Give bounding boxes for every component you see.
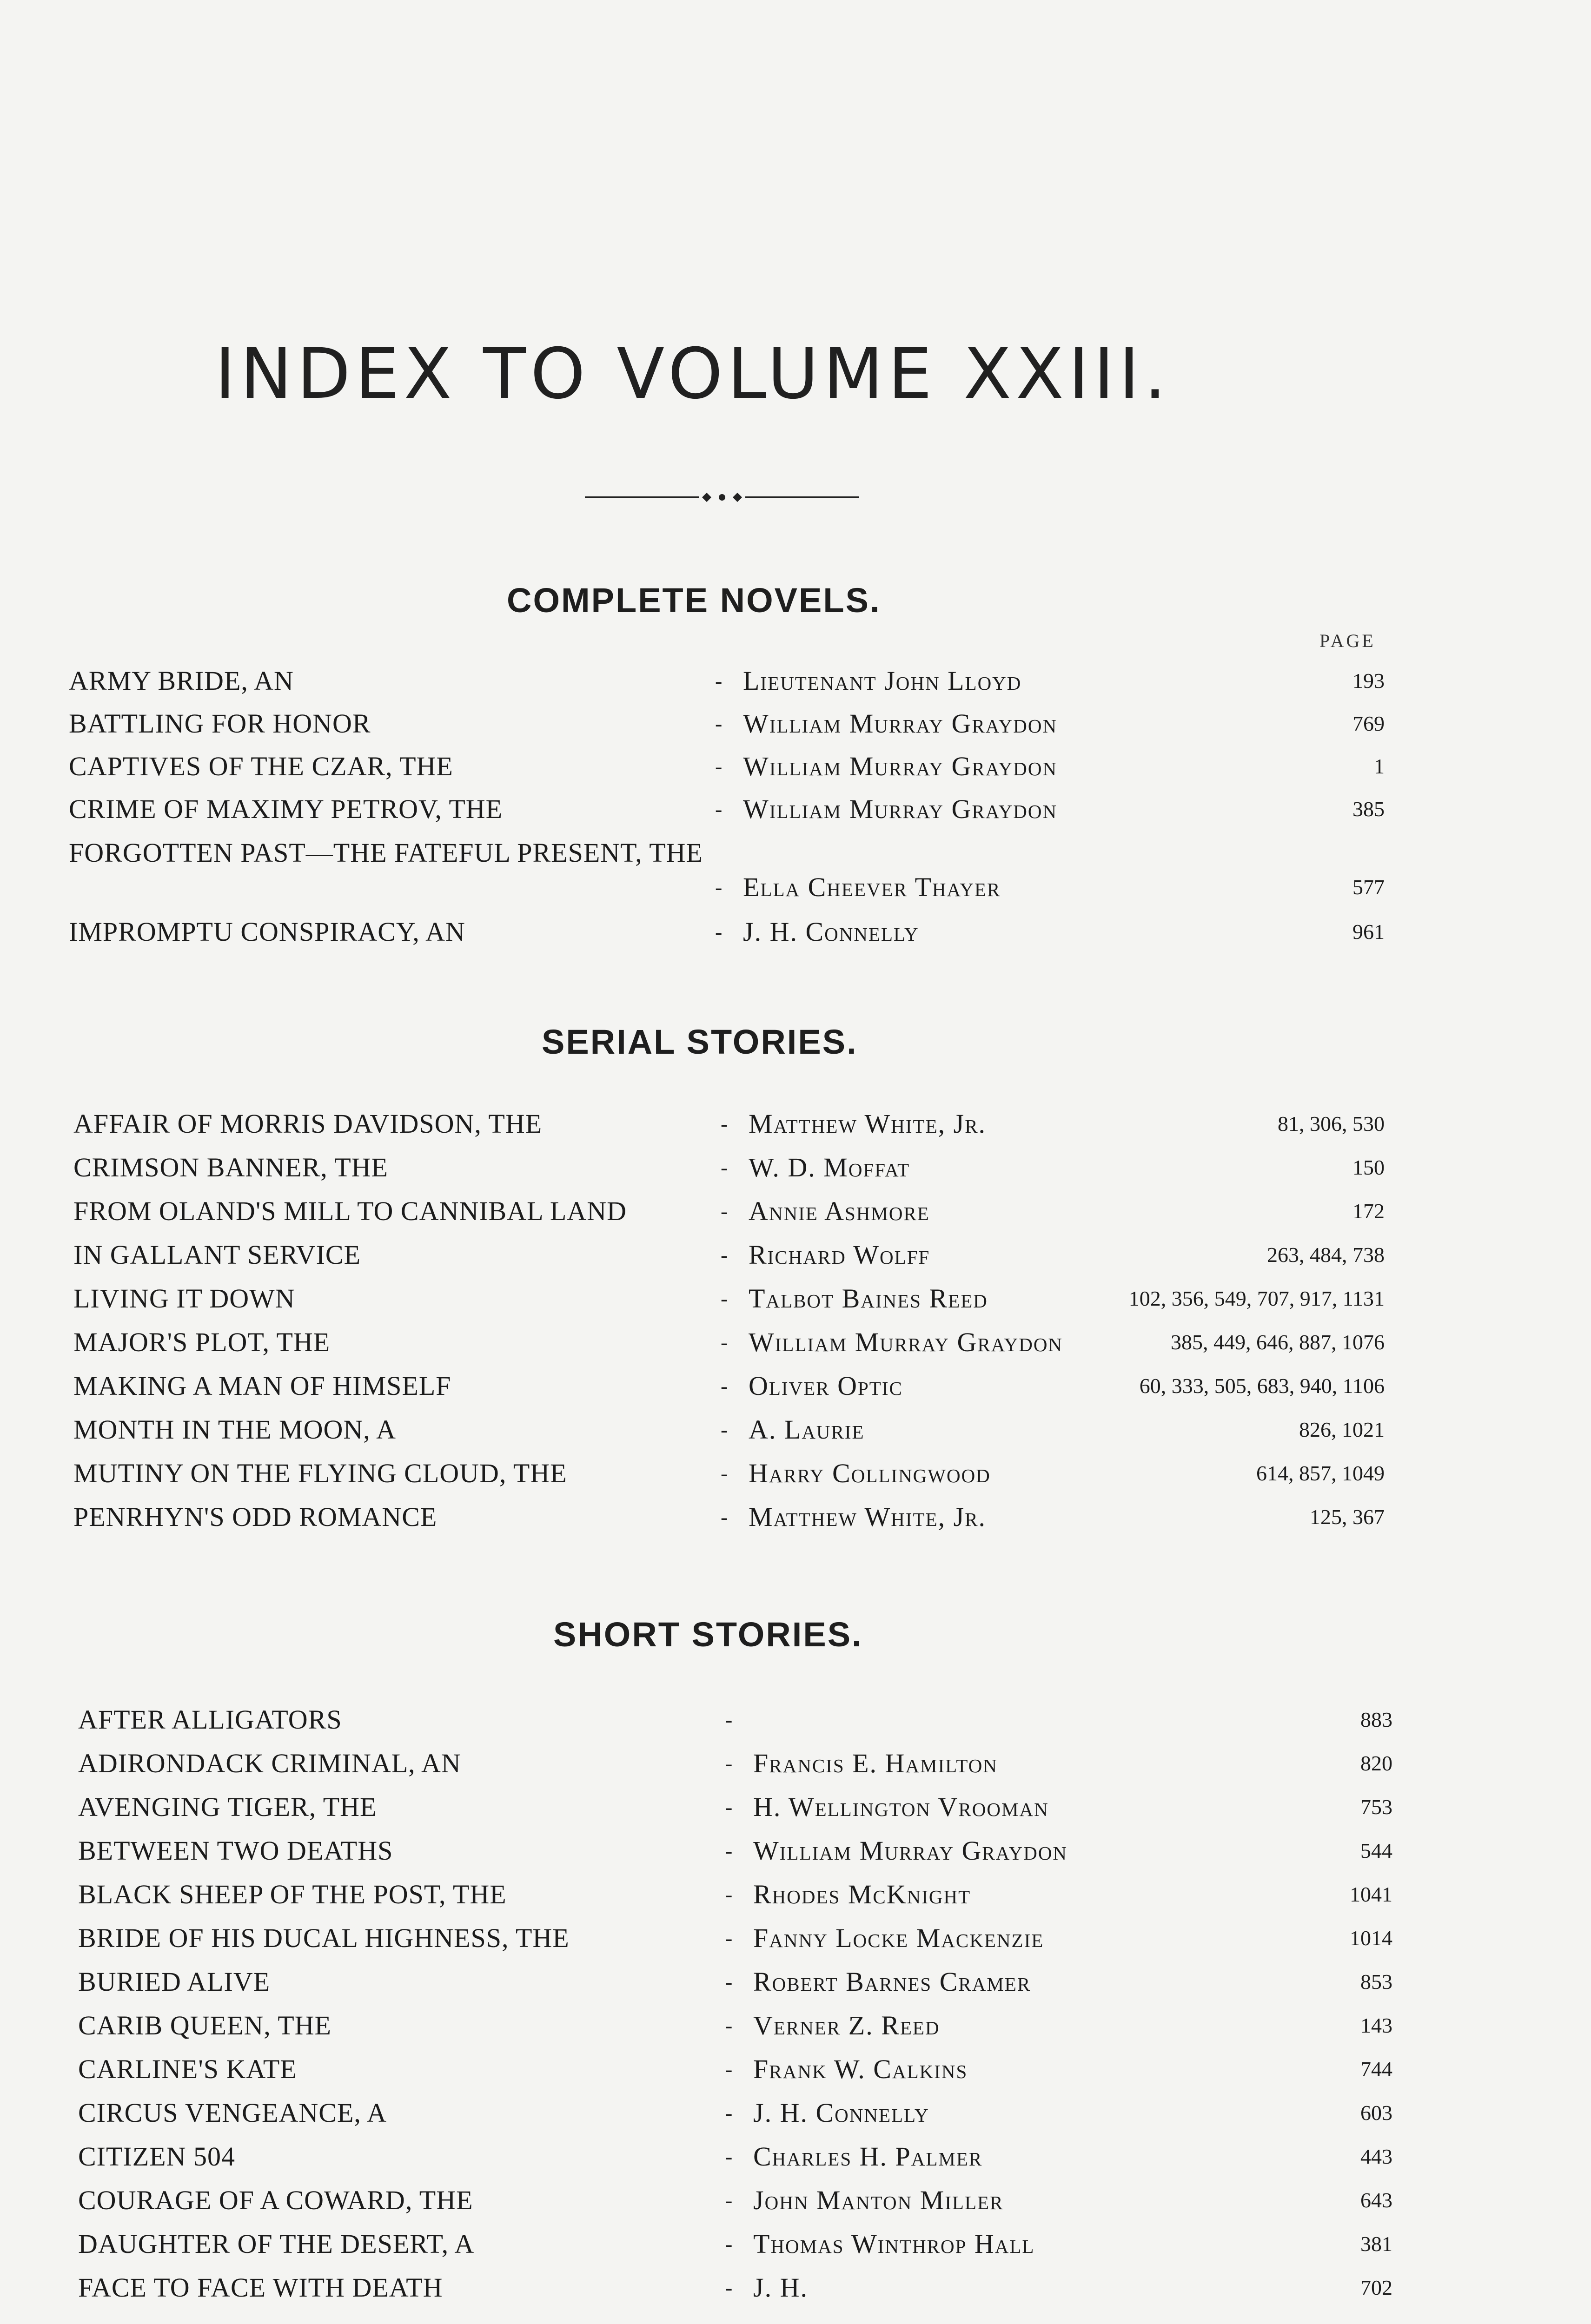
index-entry [73,1324,1403,1361]
entry-page: 60, 333, 505, 683, 940, 1106 [1139,1374,1385,1398]
index-entry [78,2007,1408,2044]
leader-dash: - [721,1330,728,1354]
section-heading-complete-novels: COMPLETE NOVELS. [507,581,881,620]
entry-title: IMPROMPTU CONSPIRACY, AN [69,917,465,947]
leader-dash: - [721,1505,728,1529]
entry-author: J. H. Connelly [743,917,919,947]
index-entry [73,1455,1403,1492]
index-entry [78,1920,1408,1957]
leader-dash: - [725,2057,733,2081]
index-entry [69,833,1399,908]
index-entry [69,705,1399,742]
entry-title: IN GALLANT SERVICE [73,1240,361,1270]
leader-dash: - [721,1418,728,1441]
entry-author: A. Laurie [749,1414,865,1445]
entry-page: 883 [1360,1708,1392,1731]
entry-page: 853 [1360,1970,1392,1994]
entry-author: Verner Z. Reed [753,2010,940,2040]
leader-dash: - [725,2188,733,2212]
leader-dash: - [721,1199,728,1223]
index-entry [78,2138,1408,2175]
entry-page: 820 [1360,1751,1392,1775]
entry-title: ARMY BRIDE, AN [69,666,294,696]
leader-dash: - [725,2276,733,2299]
entry-title: AVENGING TIGER, THE [78,1792,377,1822]
leader-dash: - [715,754,723,778]
entry-author: William Murray Graydon [743,794,1058,824]
entry-author: Harry Collingwood [749,1458,991,1488]
entry-title: BATTLING FOR HONOR [69,708,371,739]
leader-dash: - [715,875,723,899]
index-entry [78,1963,1408,2000]
entry-title: CRIMSON BANNER, THE [73,1152,388,1182]
leader-dash: - [725,1970,733,1994]
leader-dash: - [721,1155,728,1179]
leader-dash: - [721,1243,728,1267]
entry-author: Fanny Locke Mackenzie [753,1923,1044,1953]
entry-page: 443 [1360,2145,1392,2168]
entry-page: 702 [1360,2276,1392,2299]
leader-dash: - [721,1112,728,1136]
entry-title: MAKING A MAN OF HIMSELF [73,1371,451,1401]
index-entry [78,1745,1408,1782]
entry-author: John Manton Miller [753,2185,1004,2215]
entry-page: 1041 [1350,1882,1392,1906]
entry-page: 172 [1352,1199,1385,1223]
entry-author: William Murray Graydon [753,1835,1068,1866]
index-entry [78,1701,1408,1738]
section-heading-short-stories: SHORT STORIES. [553,1615,863,1654]
index-entry [69,791,1399,828]
entry-author: J. H. Connelly [753,2098,929,2128]
leader-dash: - [725,1839,733,1862]
index-entry [78,1832,1408,1869]
entry-page: 753 [1360,1795,1392,1819]
leader-dash: - [725,2145,733,2168]
entry-author: William Murray Graydon [749,1327,1063,1357]
entry-author: W. D. Moffat [749,1152,910,1182]
entry-author: William Murray Graydon [743,751,1058,781]
entry-author: Frank W. Calkins [753,2054,968,2084]
leader-dash: - [715,712,723,735]
entry-page: 826, 1021 [1299,1418,1385,1441]
entry-title: CITIZEN 504 [78,2141,235,2172]
entry-page: 263, 484, 738 [1267,1243,1385,1267]
entry-author: Richard Wolff [749,1240,930,1270]
title-rule-ornament [585,486,859,509]
entry-title: CIRCUS VENGEANCE, A [78,2098,387,2128]
entry-author: Rhodes McKnight [753,1879,971,1909]
entry-author: H. Wellington Vrooman [753,1792,1049,1822]
entry-page: 744 [1360,2057,1392,2081]
entry-title: PENRHYN'S ODD ROMANCE [73,1502,438,1532]
leader-dash: - [715,920,723,944]
entry-page: 385 [1352,797,1385,821]
entry-author: Matthew White, Jr. [749,1502,987,1532]
entry-page: 1014 [1350,1926,1392,1950]
entry-page: 961 [1352,920,1385,944]
index-entry [78,2225,1408,2263]
index-entry [73,1236,1403,1274]
index-entry [78,2094,1408,2132]
section-heading-serial-stories: SERIAL STORIES. [542,1023,858,1061]
entry-title: FACE TO FACE WITH DEATH [78,2272,443,2303]
leader-dash: - [715,669,723,693]
entry-title: DAUGHTER OF THE DESERT, A [78,2229,475,2259]
index-entry [73,1367,1403,1405]
entry-title: MAJOR'S PLOT, THE [73,1327,331,1357]
entry-page: 577 [1352,875,1385,899]
index-entry [69,913,1399,951]
entry-title: BURIED ALIVE [78,1967,271,1997]
index-entry [73,1193,1403,1230]
index-entry [78,2269,1408,2306]
entry-title: MONTH IN THE MOON, A [73,1414,396,1445]
entry-page: 614, 857, 1049 [1256,1461,1385,1485]
index-entry [73,1411,1403,1448]
index-entry [69,662,1399,700]
entry-author: William Murray Graydon [743,708,1058,739]
page-column-header: PAGE [1319,630,1376,651]
entry-page: 643 [1360,2188,1392,2212]
entry-author: Annie Ashmore [749,1196,930,1226]
entry-title: FORGOTTEN PAST—THE FATEFUL PRESENT, THE [69,838,703,868]
entry-page: 769 [1352,712,1385,735]
entry-title: CARIB QUEEN, THE [78,2010,331,2040]
entry-title: AFTER ALLIGATORS [78,1704,342,1735]
index-entry [73,1105,1403,1142]
index-entry [73,1149,1403,1186]
leader-dash: - [725,2232,733,2256]
entry-title: BRIDE OF HIS DUCAL HIGHNESS, THE [78,1923,570,1953]
index-entry [78,2182,1408,2219]
leader-dash: - [721,1374,728,1398]
index-entry [69,748,1399,785]
entry-author: Ella Cheever Thayer [743,872,1001,902]
index-entry [78,1789,1408,1826]
entry-page: 544 [1360,1839,1392,1862]
entry-author: Matthew White, Jr. [749,1109,987,1139]
leader-dash: - [725,1751,733,1775]
index-entry [78,2051,1408,2088]
leader-dash: - [725,1926,733,1950]
entry-title: LIVING IT DOWN [73,1283,295,1314]
entry-title: BLACK SHEEP OF THE POST, THE [78,1879,507,1909]
leader-dash: - [715,797,723,821]
entry-title: BETWEEN TWO DEATHS [78,1835,393,1866]
entry-title: COURAGE OF A COWARD, THE [78,2185,473,2215]
entry-title: FROM OLAND'S MILL TO CANNIBAL LAND [73,1196,627,1226]
entry-page: 102, 356, 549, 707, 917, 1131 [1128,1287,1385,1310]
entry-author: Robert Barnes Cramer [753,1967,1031,1997]
entry-title: CAPTIVES OF THE CZAR, THE [69,751,453,781]
entry-title: CARLINE'S KATE [78,2054,297,2084]
index-entry [73,1280,1403,1317]
entry-author: Francis E. Hamilton [753,1748,998,1778]
entry-page: 385, 449, 646, 887, 1076 [1171,1330,1385,1354]
entry-page: 125, 367 [1310,1505,1385,1529]
leader-dash: - [725,1882,733,1906]
entry-page: 81, 306, 530 [1278,1112,1385,1136]
entry-author: Charles H. Palmer [753,2141,983,2172]
entry-title: MUTINY ON THE FLYING CLOUD, THE [73,1458,567,1488]
entry-page: 1 [1374,754,1385,778]
entry-page: 143 [1360,2014,1392,2037]
entry-author: J. H. [753,2272,808,2303]
page-title: INDEX TO VOLUME XXIII. [215,334,1171,415]
entry-author: Lieutenant John Lloyd [743,666,1022,696]
index-entry [73,1499,1403,1536]
entry-author: Oliver Optic [749,1371,903,1401]
entry-page: 603 [1360,2101,1392,2125]
entry-title: ADIRONDACK CRIMINAL, AN [78,1748,461,1778]
leader-dash: - [725,1708,733,1731]
leader-dash: - [721,1461,728,1485]
entry-author: Talbot Baines Reed [749,1283,988,1314]
leader-dash: - [725,2101,733,2125]
entry-author: Thomas Winthrop Hall [753,2229,1035,2259]
entry-page: 193 [1352,669,1385,693]
leader-dash: - [721,1287,728,1310]
entry-title: CRIME OF MAXIMY PETROV, THE [69,794,503,824]
leader-dash: - [725,2014,733,2037]
entry-page: 150 [1352,1155,1385,1179]
leader-dash: - [725,1795,733,1819]
index-entry [78,1876,1408,1913]
entry-title: AFFAIR OF MORRIS DAVIDSON, THE [73,1109,543,1139]
entry-page: 381 [1360,2232,1392,2256]
